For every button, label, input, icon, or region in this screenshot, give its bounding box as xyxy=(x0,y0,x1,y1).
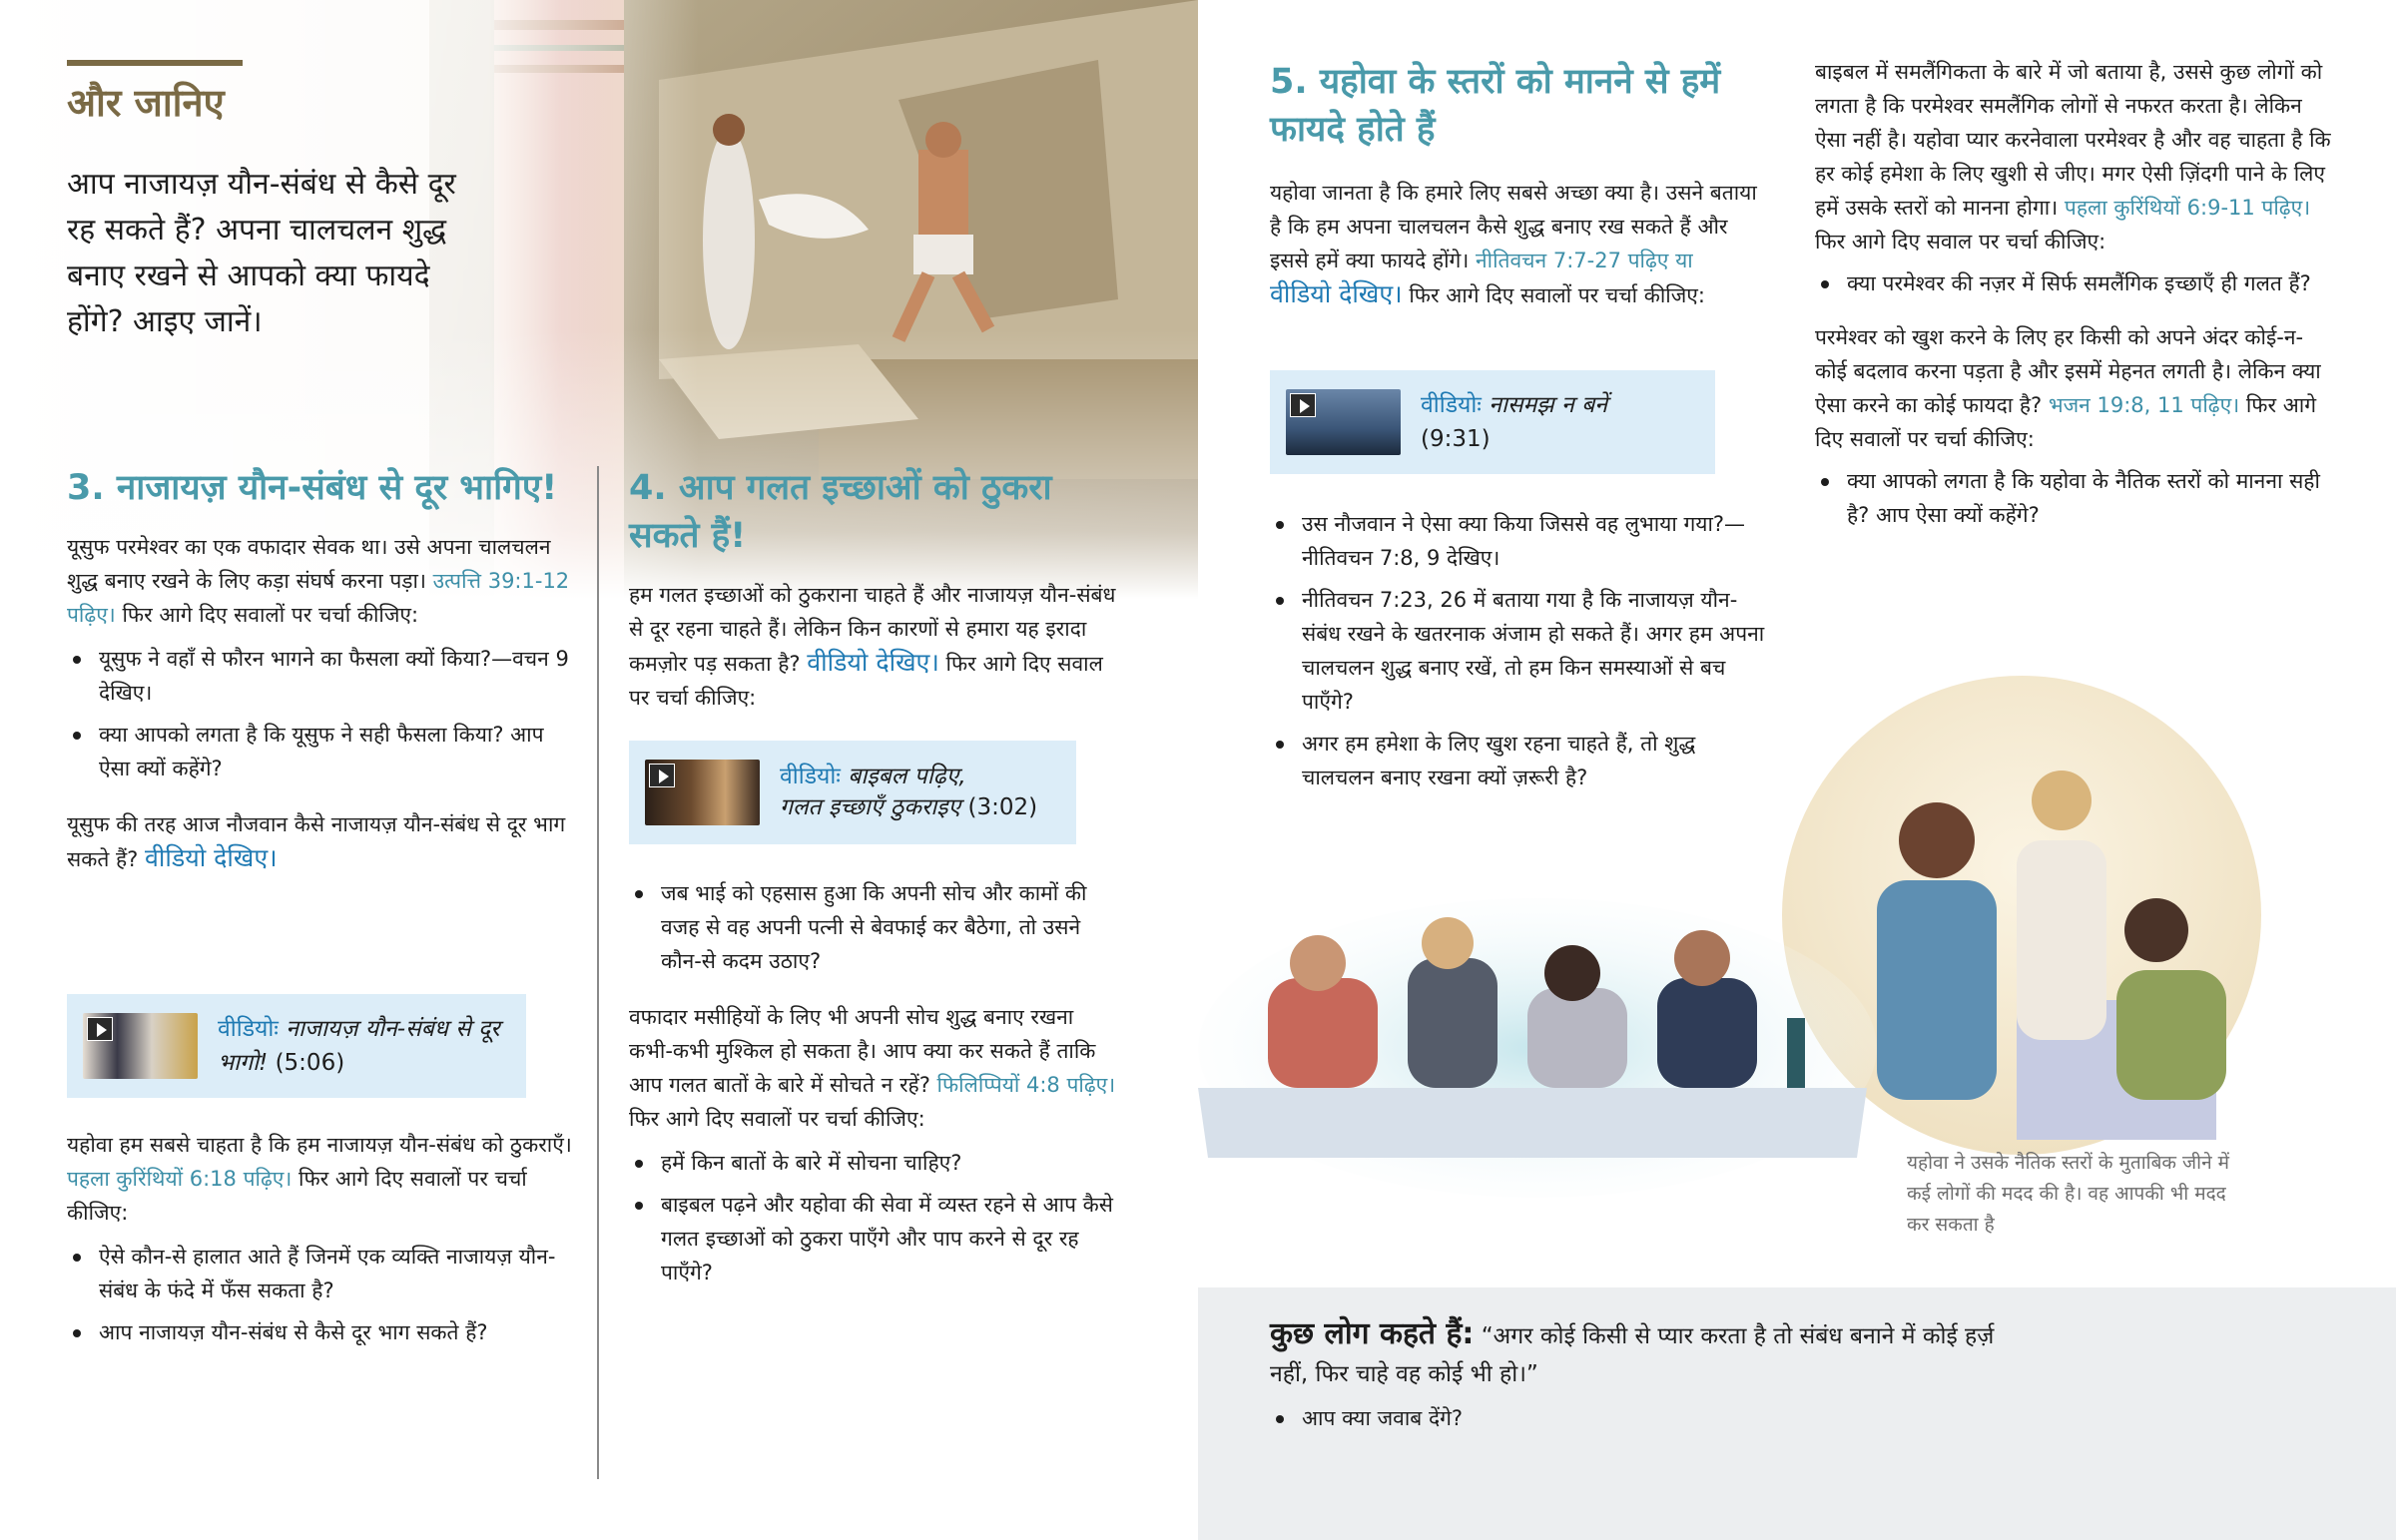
section-3-questions-2 xyxy=(67,1240,576,1349)
video-box-dont-be-foolish[interactable] xyxy=(1270,370,1715,474)
section-3-paragraph-2: यूसुफ की तरह आज नौजवान कैसे नाजायज़ यौन-संबंध से दूर भाग सकते हैं? वीडियो देखिए। xyxy=(67,812,566,872)
watch-video-link[interactable]: वीडियो देखिए। xyxy=(144,843,278,872)
section-3-heading: 3. नाजायज़ यौन-संबंध से दूर भागिए! xyxy=(67,468,558,508)
section-5-right-column xyxy=(1815,55,2334,532)
scripture-link-philippians[interactable]: फिलिप्पियों 4:8 पढ़िए। xyxy=(936,1073,1116,1097)
section-3-questions-1 xyxy=(67,642,576,785)
video-caption: वीडियोः नासमझ न बनें (9:31) xyxy=(1421,392,1607,452)
scripture-link-1cor-6-9[interactable]: पहला कुरिंथियों 6:9-11 पढ़िए। xyxy=(2064,196,2311,220)
section-5-questions-1 xyxy=(1270,507,1769,794)
video-thumbnail[interactable] xyxy=(83,1013,198,1079)
scripture-link-1cor-6-18[interactable]: पहला कुरिंथियों 6:18 पढ़िए। xyxy=(67,1167,293,1191)
list-item: आप क्या जवाब देंगे? xyxy=(1270,1401,2009,1435)
video-caption: वीडियोः बाइबल पढ़िए, गलत इच्छाएँ ठुकराइए (3:02) xyxy=(780,764,1038,820)
intro-text: आप नाजायज़ यौन-संबंध से कैसे दूर रह सकते हैं? अपना चालचलन शुद्ध बनाए रखने से आपको क्या फायदे होंगे? आइए जानें। xyxy=(67,167,456,339)
section-5-paragraph-3: परमेश्वर को खुश करने के लिए हर किसी को अपने अंदर कोई-न-कोई बदलाव करना पड़ता है और इसमें मेहनत लगती है। लेकिन क्या ऐसा करने का कोई फायदा है? भजन 19:8, 11 पढ़िए। फिर आगे दिए सवालों पर चर्चा कीजिए: xyxy=(1815,325,2321,451)
section-3 xyxy=(67,464,576,876)
party-scene-illustration xyxy=(1198,898,1877,1258)
section-5-questions-3 xyxy=(1815,464,2334,532)
section-5-paragraph-1: यहोवा जानता है कि हमारे लिए सबसे अच्छा क्या है। उसने बताया है कि हम अपना चालचलन कैसे शुद्ध बनाए रख सकते हैं और इससे हमें क्या फायदे होंगे। नीतिवचन 7:7-27 पढ़िए या वीडियो देखिए। फिर आगे दिए सवालों पर चर्चा कीजिए: xyxy=(1270,181,1757,308)
section-4-part-2 xyxy=(629,868,1118,1289)
video-caption: वीडियोः नाजायज़ यौन-संबंध से दूर भागो! (5:06) xyxy=(218,1016,500,1076)
bar-illustration xyxy=(1198,898,1877,1258)
section-3-paragraph-1: यूसुफ परमेश्वर का एक वफादार सेवक था। उसे अपना चालचलन शुद्ध बनाए रखने के लिए कड़ा संघर्ष करना पड़ा। उत्पत्ति 39:1-12 पढ़िए। फिर आगे दिए सवालों पर चर्चा कीजिए: xyxy=(67,535,570,627)
list-item: ऐसे कौन-से हालात आते हैं जिनमें एक व्यक्ति नाजायज़ यौन-संबंध के फंदे में फँस सकता है? xyxy=(67,1240,576,1307)
some-say-text: कुछ लोग कहते हैं: “अगर कोई किसी से प्यार करता है तो संबंध बनाने में कोई हर्ज़ नहीं, फिर चाहे वह कोई भी हो।” xyxy=(1270,1316,1995,1387)
section-5-part-2 xyxy=(1270,499,1769,794)
section-3-paragraph-3: यहोवा हम सबसे चाहता है कि हम नाजायज़ यौन-संबंध को ठुकराएँ। पहला कुरिंथियों 6:18 पढ़िए। फिर आगे दिए सवालों पर चर्चा कीजिए: xyxy=(67,1133,572,1225)
list-item: क्या परमेश्वर की नज़र में सिर्फ समलैंगिक इच्छाएँ ही गलत हैं? xyxy=(1815,266,2334,300)
list-item: जब भाई को एहसास हुआ कि अपनी सोच और कामों की वजह से वह अपनी पत्नी से बेवफाई कर बैठेगा, तो उसने कौन-से कदम उठाए? xyxy=(629,876,1118,978)
list-item: नीतिवचन 7:23, 26 में बताया गया है कि नाजायज़ यौन-संबंध रखने के खतरनाक अंजाम हो सकते हैं। अगर हम अपना चालचलन शुद्ध बनाए रखें, तो हम किन समस्याओं से बच पाएँगे? xyxy=(1270,583,1769,719)
scripture-link-proverbs[interactable]: नीतिवचन 7:7-27 पढ़िए या xyxy=(1476,249,1693,272)
list-item: अगर हम हमेशा के लिए खुश रहना चाहते हैं, तो शुद्ध चालचलन बनाए रखना क्यों ज़रूरी है? xyxy=(1270,727,1769,794)
some-say-content xyxy=(1270,1315,2009,1435)
section-4-questions-1 xyxy=(629,876,1118,978)
section-4 xyxy=(629,464,1118,715)
list-item: क्या आपको लगता है कि यूसुफ ने सही फैसला किया? आप ऐसा क्यों कहेंगे? xyxy=(67,718,576,785)
play-icon[interactable] xyxy=(649,764,675,787)
play-icon[interactable] xyxy=(87,1017,113,1041)
section-5 xyxy=(1270,58,1759,312)
video-thumbnail[interactable] xyxy=(645,760,760,825)
section-4-paragraph-1: हम गलत इच्छाओं को ठुकराना चाहते हैं और नाजायज़ यौन-संबंध से दूर रहना चाहते हैं। लेकिन किन कारणों से हमारा यह इरादा कमज़ोर पड़ सकता है? वीडियो देखिए। फिर आगे दिए सवाल पर चर्चा कीजिए: xyxy=(629,583,1116,710)
video-box-flee[interactable] xyxy=(67,994,526,1098)
column-divider xyxy=(597,466,599,1479)
section-3-part-2 xyxy=(67,1128,576,1349)
watch-video-link[interactable]: वीडियो देखिए। xyxy=(1270,279,1403,308)
scripture-link-psalm[interactable]: भजन 19:8, 11 पढ़िए। xyxy=(2048,393,2240,417)
title-rule xyxy=(67,60,243,66)
list-item: क्या आपको लगता है कि यहोवा के नैतिक स्तरों को मानना सही है? आप ऐसा क्यों कहेंगे? xyxy=(1815,464,2334,532)
list-item: हमें किन बातों के बारे में सोचना चाहिए? xyxy=(629,1146,1118,1180)
list-item: उस नौजवान ने ऐसा क्या किया जिससे वह लुभाया गया?—नीतिवचन 7:8, 9 देखिए। xyxy=(1270,507,1769,575)
illustration-caption: यहोवा ने उसके नैतिक स्तरों के मुताबिक जीने में कई लोगों की मदद की है। वह आपकी भी मदद कर सकता है xyxy=(1907,1152,2230,1236)
list-item: बाइबल पढ़ने और यहोवा की सेवा में व्यस्त रहने से आप कैसे गलत इच्छाओं को ठुकरा पाएँगे और पाप करने से दूर रह पाएँगे? xyxy=(629,1188,1118,1289)
scripture-link-genesis[interactable]: उत्पत्ति 39:1-12 पढ़िए। xyxy=(67,569,570,627)
section-4-questions-2 xyxy=(629,1146,1118,1289)
video-thumbnail[interactable] xyxy=(1286,389,1401,455)
some-say-questions xyxy=(1270,1401,2009,1435)
watch-video-link[interactable]: वीडियो देखिए। xyxy=(807,648,939,677)
play-icon[interactable] xyxy=(1290,393,1316,417)
page-title: और जानिए xyxy=(67,81,225,125)
section-4-heading: 4. आप गलत इच्छाओं को ठुकरा सकते हैं! xyxy=(629,468,1052,556)
section-5-heading: 5. यहोवा के स्तरों को मानने से हमें फायदे होते हैं xyxy=(1270,62,1721,150)
section-4-paragraph-2: वफादार मसीहियों के लिए भी अपनी सोच शुद्ध बनाए रखना कभी-कभी मुश्किल हो सकता है। आप क्या कर सकते हैं ताकि आप गलत बातों के बारे में सोचते न रहें? फिलिप्पियों 4:8 पढ़िए। फिर आगे दिए सवालों पर चर्चा कीजिए: xyxy=(629,1005,1116,1131)
list-item: आप नाजायज़ यौन-संबंध से कैसे दूर भाग सकते हैं? xyxy=(67,1315,576,1349)
list-item: यूसुफ ने वहाँ से फौरन भागने का फैसला क्यों किया?—वचन 9 देखिए। xyxy=(67,642,576,710)
video-box-read-bible[interactable] xyxy=(629,741,1076,844)
section-5-questions-2 xyxy=(1815,266,2334,300)
some-say-label: कुछ लोग कहते हैं: xyxy=(1270,1316,1475,1351)
section-5-paragraph-2: बाइबल में समलैंगिकता के बारे में जो बताया है, उससे कुछ लोगों को लगता है कि परमेश्वर समलैंगिक लोगों से नफरत करता है। लेकिन ऐसा नहीं है। यहोवा प्यार करनेवाला परमेश्वर है और वह चाहता है कि हर कोई हमेशा के लिए खुशी से जीए। मगर ऐसी ज़िंदगी पाने के लिए हमें उसके स्तरों को मानना होगा। पहला कुरिंथियों 6:9-11 पढ़िए। फिर आगे दिए सवाल पर चर्चा कीजिए: xyxy=(1815,60,2331,254)
